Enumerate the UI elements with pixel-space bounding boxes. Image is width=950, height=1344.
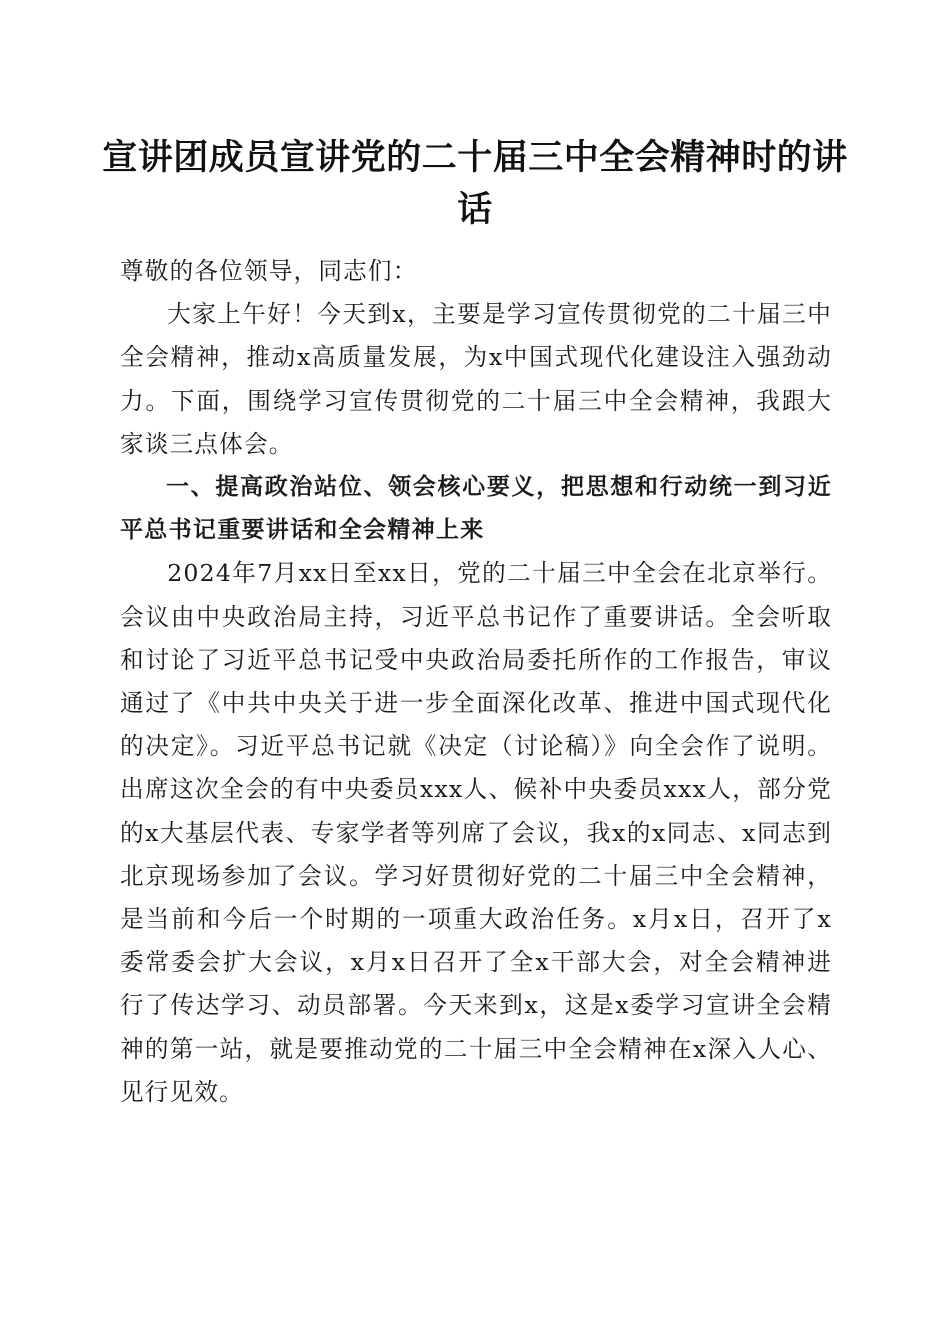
salutation: 尊敬的各位领导，同志们： <box>120 257 418 285</box>
section-paragraph: 2024年7月xx日至xx日，党的二十届三中全会在北京举行。会议由中央政治局主持，习近平总书记作了重要讲话。全会听取和讨论了习近平总书记受中央政治局委托所作的工作报告，审议通过了《中共中央关于进一步全面深化改革、推进中国式现代化的决定》。习近平总书记就《决定（讨论稿）》向全会作了说明。出席这次全会的有中央委员xxx人、候补中央委员xxx人，部分党的x大基层代表、专家学者等列席了会议，我x的x同志、x同志到北京现场参加了会议。学习好贯彻好党的二十届三中全会精神，是当前和今后一个时期的一项重大政治任务。x月x日，召开了x委常委会扩大会议，x月x日召开了全x干部大会，对全会精神进行了传达学习、动员部署。今天来到x，这是x委学习宣讲全会精神的第一站，就是要推动党的二十届三中全会精神在x深入人心、见行见效。 <box>120 559 832 1106</box>
section-heading: 一、提高政治站位、领会核心要义，把思想和行动统一到习近平总书记重要讲话和全会精神上来 <box>120 474 832 544</box>
document-title: 宣讲团成员宣讲党的二十届三中全会精神时的讲话 <box>102 137 848 230</box>
document-body <box>120 250 832 1114</box>
intro-paragraph: 大家上午好！今天到x，主要是学习宣传贯彻党的二十届三中全会精神，推动x高质量发展，为x中国式现代化建设注入强劲动力。下面，围绕学习宣传贯彻党的二十届三中全会精神，我跟大家谈三点体会。 <box>120 300 832 458</box>
